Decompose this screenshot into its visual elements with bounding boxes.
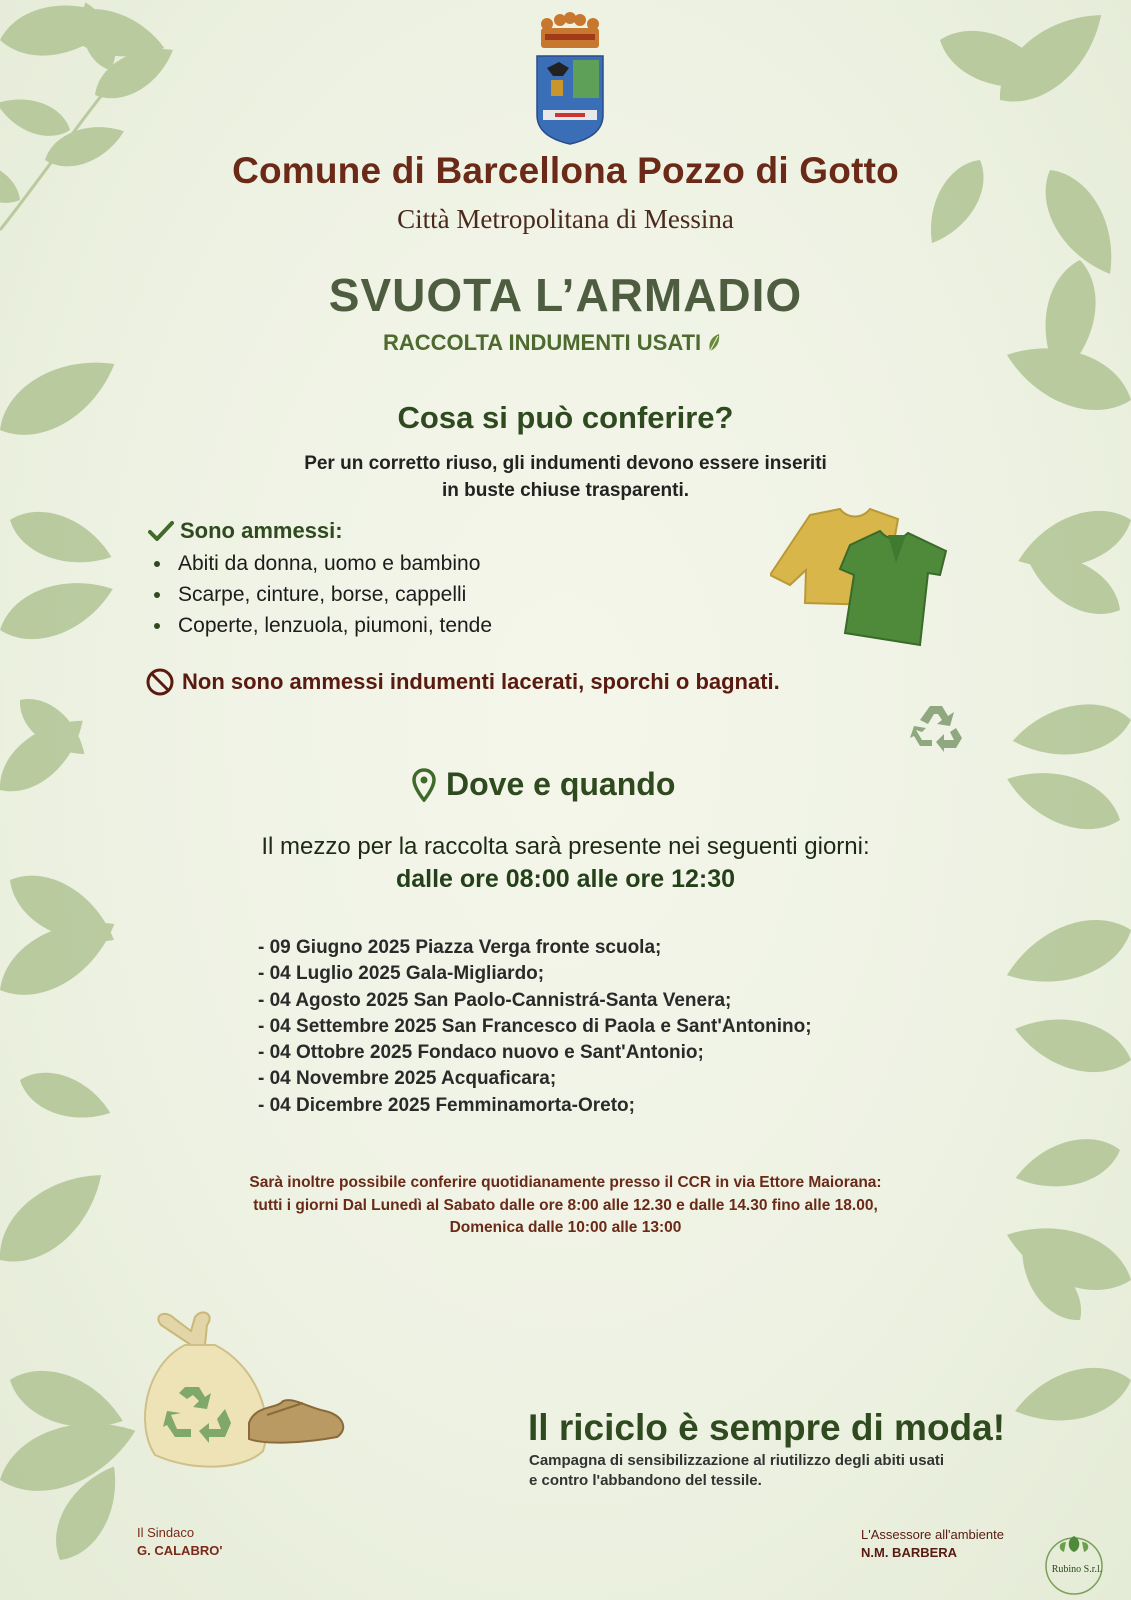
collection-dates-list <box>258 935 812 1119</box>
campaign-line-1: Campagna di sensibilizzazione al riutilizzo degli abiti usati <box>529 1452 945 1469</box>
recycle-bag-illustration-icon <box>135 1305 350 1470</box>
campaign-subtitle-text: RACCOLTA INDUMENTI USATI <box>383 330 702 355</box>
prohibited-icon <box>146 668 174 696</box>
conferire-intro <box>0 450 1131 504</box>
ccr-line-3: Domenica dalle 10:00 alle 13:00 <box>449 1219 682 1236</box>
clothes-illustration-icon <box>770 505 970 655</box>
ccr-line-2: tutti i giorni Dal Lunedì al Sabato dalle ore 8:00 alle 12.30 e dalle 14.30 fino alle 18.00, <box>253 1196 878 1214</box>
section-heading-conferire: Cosa si può conferire? <box>397 400 734 435</box>
campaign-subtitle <box>383 330 721 356</box>
non-ammessi-text: Non sono ammessi indumenti lacerati, sporchi o bagnati. <box>182 669 780 694</box>
bullet-icon <box>154 623 160 629</box>
orari-text: dalle ore 08:00 alle ore 12:30 <box>395 865 736 893</box>
mezzo-text: Il mezzo per la raccolta sarà presente nei seguenti giorni: <box>261 833 870 860</box>
dove-heading-text: Dove e quando <box>446 766 676 802</box>
list-item: - 04 Settembre 2025 San Francesco di Paola e Sant'Antonino; <box>258 1015 812 1037</box>
list-item: - 04 Novembre 2025 Acquaficara; <box>258 1068 557 1090</box>
list-item: - 04 Agosto 2025 San Paolo-Cannistrá-Santa Venera; <box>258 989 732 1011</box>
bullet-icon <box>154 592 160 598</box>
intro-line-1: Per un corretto riuso, gli indumenti devono essere inseriti <box>304 453 827 474</box>
list-item <box>150 579 492 610</box>
non-ammessi-notice <box>146 668 780 696</box>
metropolitan-city-subtitle: Città Metropolitana di Messina <box>397 204 734 234</box>
mayor-role: Il Sindaco <box>137 1525 195 1540</box>
municipality-title: Comune di Barcellona Pozzo di Gotto <box>232 150 899 191</box>
recycle-icon <box>910 700 962 752</box>
ammessi-label: Sono ammessi: <box>180 518 343 543</box>
municipal-crest-icon <box>533 10 607 145</box>
list-item-text: Abiti da donna, uomo e bambino <box>178 552 481 575</box>
list-item: - 04 Luglio 2025 Gala-Migliardo; <box>258 963 545 985</box>
rubino-logo-text: Rubino S.r.l. <box>1051 1564 1103 1575</box>
list-item <box>150 610 492 641</box>
campaign-description <box>529 1451 944 1491</box>
dove-heading <box>412 766 675 803</box>
leaf-icon <box>707 333 721 353</box>
ammessi-heading <box>148 518 343 544</box>
campaign-line-2: e contro l'abbandono del tessile. <box>529 1472 762 1489</box>
list-item: - 04 Ottobre 2025 Fondaco nuovo e Sant'Antonio; <box>258 1042 704 1064</box>
rubino-logo-icon <box>1036 1528 1112 1598</box>
mayor-signature <box>137 1524 222 1560</box>
ccr-line-1: Sarà inoltre possibile conferire quotidianamente presso il CCR in via Ettore Maiorana: <box>249 1174 882 1191</box>
list-item: - 09 Giugno 2025 Piazza Verga fronte scuola; <box>258 937 662 958</box>
assessore-role: L'Assessore all'ambiente <box>861 1527 1004 1542</box>
mayor-name: G. CALABRO' <box>137 1543 223 1558</box>
slogan: Il riciclo è sempre di moda! <box>528 1407 1006 1448</box>
list-item-text: Scarpe, cinture, borse, cappelli <box>178 583 467 606</box>
intro-line-2: in buste chiuse trasparenti. <box>441 480 690 501</box>
ccr-info <box>0 1172 1131 1240</box>
bullet-icon <box>154 561 160 567</box>
check-icon <box>148 520 174 542</box>
assessore-signature <box>861 1526 1004 1562</box>
campaign-title: SVUOTA L’ARMADIO <box>328 269 803 321</box>
list-item <box>150 548 492 579</box>
list-item: - 04 Dicembre 2025 Femminamorta-Oreto; <box>258 1094 635 1116</box>
ammessi-list <box>150 548 492 641</box>
location-pin-icon <box>412 768 436 802</box>
assessore-name: N.M. BARBERA <box>861 1545 958 1560</box>
list-item-text: Coperte, lenzuola, piumoni, tende <box>178 614 493 637</box>
